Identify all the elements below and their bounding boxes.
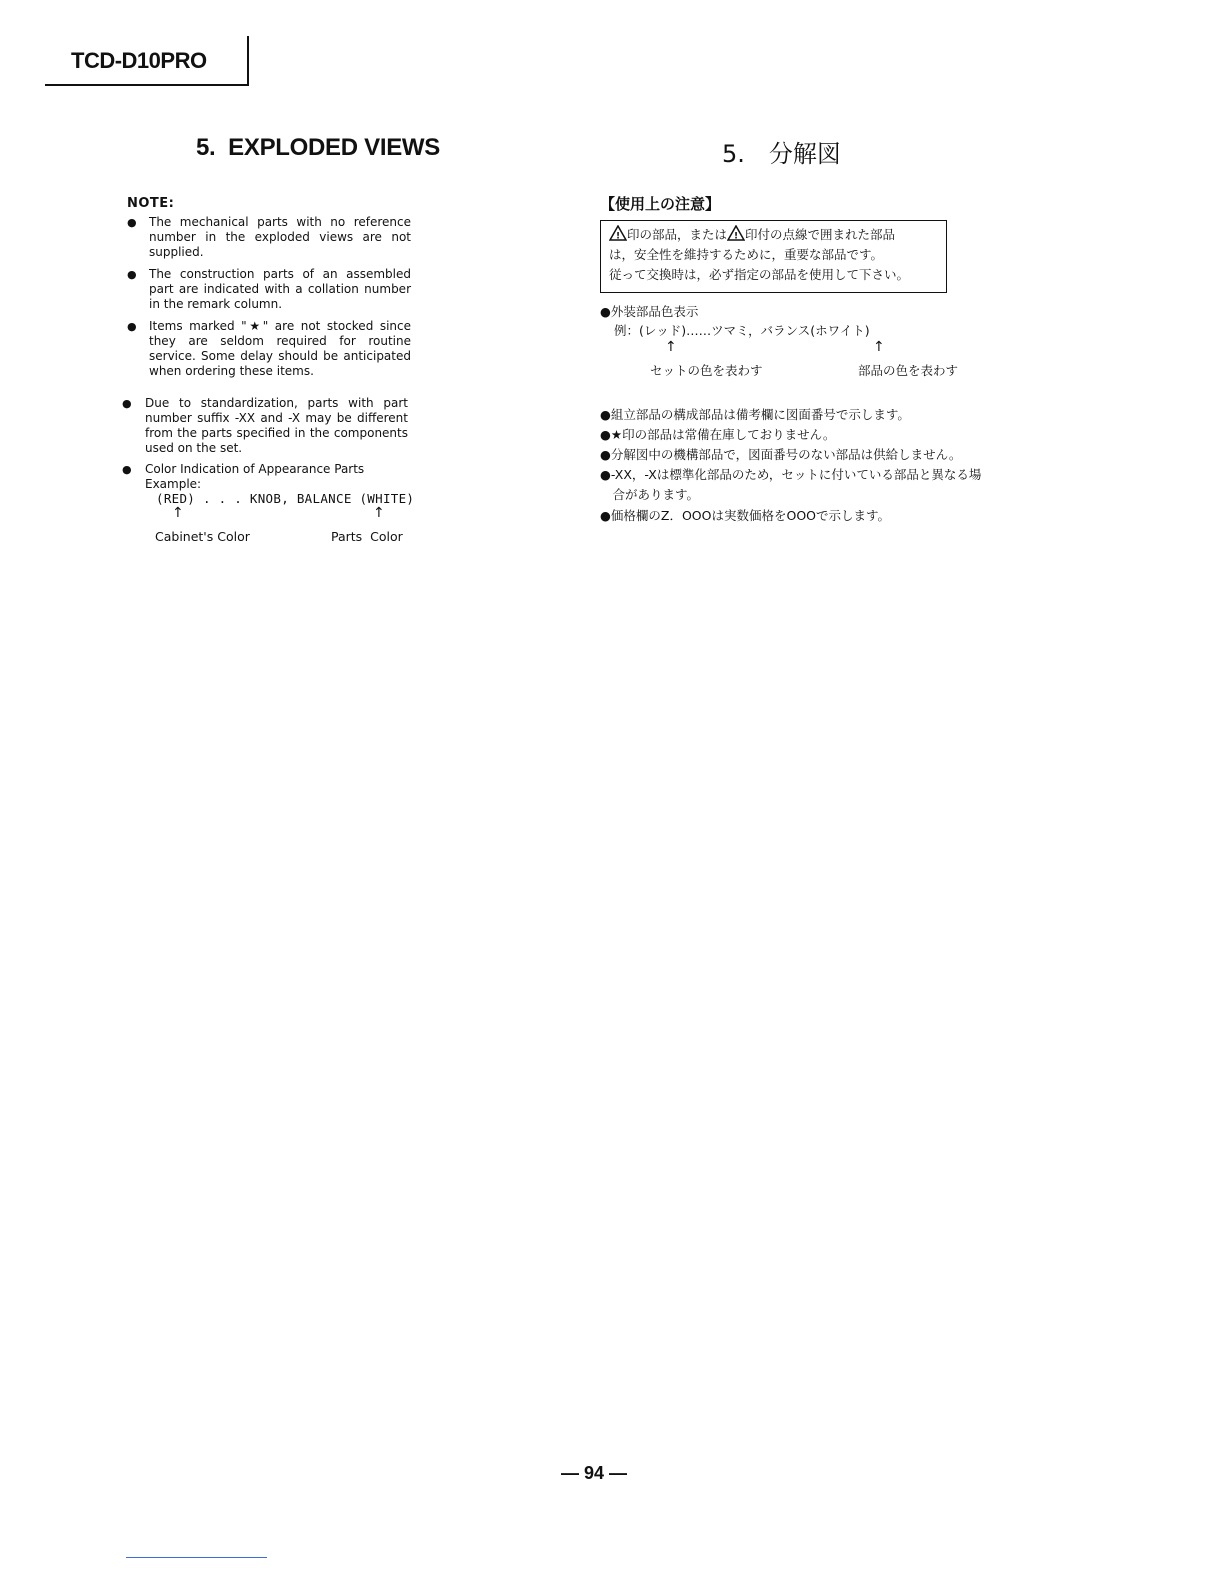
arrow-cabinet-en: ↑ [172, 505, 184, 521]
jp-item-4: ●-XX，-Xは標準化部品のため，セットに付いている部品と異なる場 [600, 467, 982, 482]
bullet-1: ● [127, 216, 137, 229]
jp-parts-color-label: 部品の色を表わす [858, 363, 959, 378]
jp-item-4-cont: 合があります。 [600, 487, 700, 502]
bullet-2: ● [127, 268, 137, 281]
cabinet-color-label: Cabinet's Color [155, 529, 250, 544]
model-title: TCD-D10PRO [71, 48, 207, 73]
bullet-3: ● [127, 320, 137, 333]
jp-box-text-1b: 印付の点線で囲まれた部品 [745, 227, 896, 242]
svg-text:!: ! [615, 231, 621, 241]
example-label: Example: [145, 477, 202, 491]
jp-set-color-label: セットの色を表わす [650, 363, 763, 378]
page-number: — 94 — [560, 1463, 628, 1483]
note-item-2: The construction parts of an assembled part are indicated with a collation number in the remark column. [149, 267, 411, 311]
bullet-5: ● [122, 463, 132, 476]
model-header-box [45, 36, 249, 86]
color-indication-line: Color Indication of Appearance Parts [145, 462, 365, 476]
jp-color-example: 例：(レッド)……ツマミ，バランス(ホワイト) [614, 323, 870, 338]
color-example-en: (RED) . . . KNOB, BALANCE (WHITE) [156, 491, 415, 506]
section-title-japanese: 5. 分解図 [722, 140, 841, 168]
note-item-4: Due to standardization, parts with part number suffix -XX and -X may be different from the parts specified in the components used on the set. [145, 396, 408, 455]
note-item-3: Items marked "★" are not stocked since they are seldom required for routine service. Some delay should be anticipated when ordering these items. [149, 319, 411, 378]
jp-color-heading: ●外装部品色表示 [600, 304, 699, 319]
jp-item-5: ●価格欄のZ．OOOは実数価格をOOOで示します。 [600, 508, 891, 523]
warning-triangle-icon [727, 225, 745, 241]
jp-usage-heading: 【使用上の注意】 [600, 195, 721, 213]
jp-box-line-3: 従って交換時は，必ず指定の部品を使用して下さい。 [609, 267, 910, 282]
jp-box-text-1a: 印の部品，または [627, 227, 728, 242]
arrow-parts-jp: ↑ [873, 339, 885, 355]
jp-item-2: ●★印の部品は常備在庫しておりません。 [600, 427, 836, 442]
jp-item-3: ●分解図中の機構部品で，図面番号のない部品は供給しません。 [600, 447, 962, 462]
jp-box-line-2: は，安全性を維持するために，重要な部品です。 [609, 247, 884, 262]
section-title-english: 5. EXPLODED VIEWS [196, 134, 440, 161]
note-item-1: The mechanical parts with no reference number in the exploded views are not supplied. [149, 215, 411, 259]
bullet-4: ● [122, 397, 132, 410]
footer-rule [126, 1557, 267, 1558]
note-heading: NOTE: [127, 196, 175, 211]
jp-item-1: ●組立部品の構成部品は備考欄に図面番号で示します。 [600, 407, 910, 422]
jp-safety-box [600, 220, 947, 293]
jp-box-line-1 [609, 225, 938, 245]
arrow-set-jp: ↑ [665, 339, 677, 355]
warning-triangle-icon [609, 225, 627, 241]
arrow-parts-en: ↑ [373, 505, 385, 521]
parts-color-label: Parts Color [331, 529, 403, 544]
svg-text:!: ! [733, 231, 739, 241]
